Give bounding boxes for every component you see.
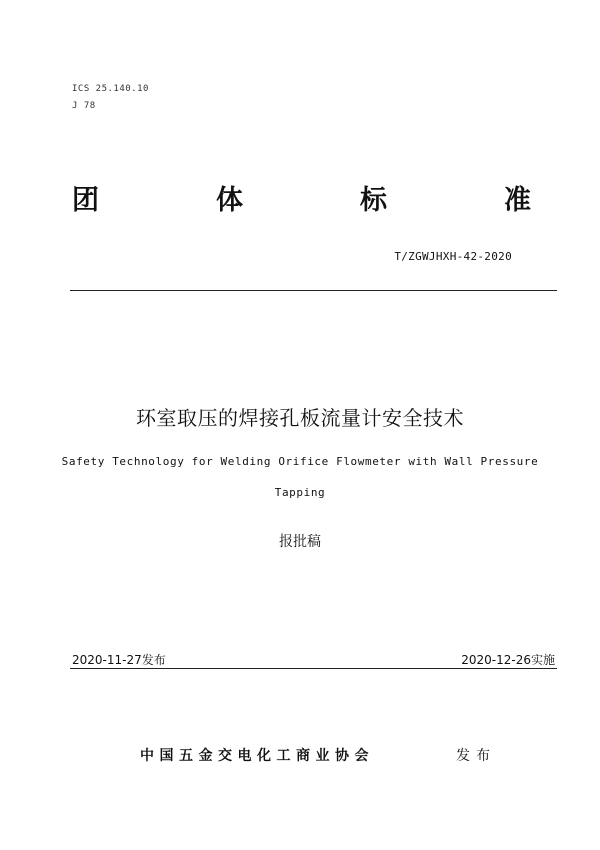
heading-char-1: 团 — [72, 185, 99, 216]
issuer-action: 发布 — [456, 748, 496, 764]
heading-char-2: 体 — [216, 185, 243, 216]
heading-char-4: 准 — [504, 185, 531, 216]
implementation-date: 2020-12-26实施 — [461, 653, 555, 667]
release-date: 2020-11-27发布 — [72, 653, 166, 667]
ccs-code: J 78 — [72, 101, 96, 111]
header-divider — [70, 290, 557, 291]
footer-divider — [70, 668, 557, 669]
issuer-name: 中国五金交电化工商业协会 — [140, 748, 374, 764]
standard-number: T/ZGWJHXH-42-2020 — [394, 250, 512, 263]
title-english-line-1: Safety Technology for Welding Orifice Flowmeter with Wall Pressure — [61, 455, 539, 468]
title-chinese: 环室取压的焊接孔板流量计安全技术 — [136, 406, 464, 430]
heading-char-3: 标 — [360, 185, 387, 216]
title-english-line-2: Tapping — [274, 486, 326, 499]
draft-status: 报批稿 — [279, 534, 321, 550]
ics-code: ICS 25.140.10 — [72, 84, 149, 94]
